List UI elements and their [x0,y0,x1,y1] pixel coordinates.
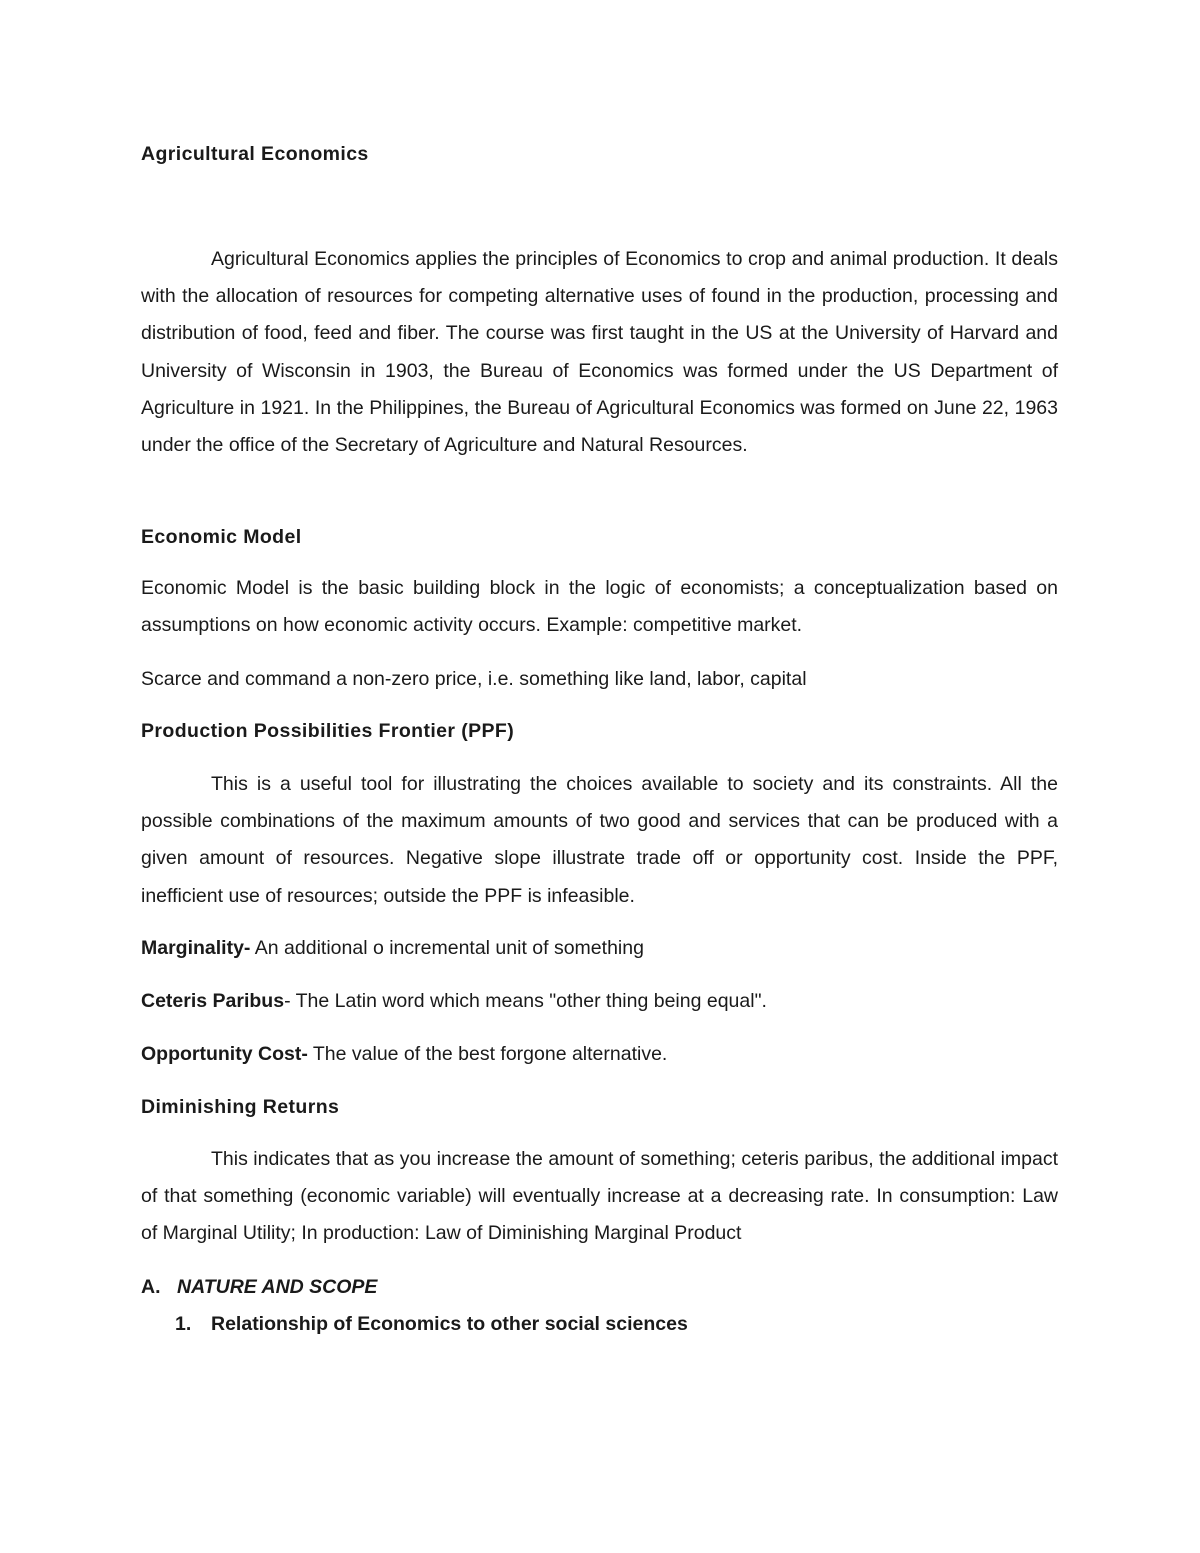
definition-term: Ceteris Paribus [141,990,285,1012]
diminishing-returns-paragraph: This indicates that as you increase the amount of something; ceteris paribus, the additional impact of that something (economic variable) will eventually increase at a decreasing rate. In consumption: Law of Marginal Utility; In production: Law of Diminishing Marginal Product [141,1148,1058,1245]
section-label: NATURE AND SCOPE [177,1276,378,1298]
definition-opportunity-cost [141,1040,1058,1068]
section-a-heading [141,1273,1058,1301]
definition-term: Marginality- [141,937,251,959]
economic-model-paragraph: Economic Model is the basic building block in the logic of economists; a conceptualization based on assumptions on how economic activity occurs. Example: competitive market. [141,577,1058,637]
definition-text: An additional o incremental unit of something [250,937,644,959]
ppf-paragraph: This is a useful tool for illustrating the choices available to society and its constraints. All the possible combinations of the maximum amounts of two good and services that can be produced with a given amount of resources. Negative slope illustrate trade off or opportunity cost. Inside the PPF, inefficient use of resources; outside the PPF is infeasible. [141,773,1058,907]
list-marker: 1. [175,1313,192,1335]
list-item-label: Relationship of Economics to other social sciences [211,1313,688,1335]
definition-term: Opportunity Cost- [141,1043,308,1065]
document-title: Agricultural Economics [141,143,369,165]
definition-marginality [141,934,1058,962]
document-page [141,0,1058,1553]
economic-model-heading: Economic Model [141,526,302,548]
list-item-1 [141,1310,1058,1338]
definition-ceteris-paribus [141,987,1058,1015]
scarce-note: Scarce and command a non-zero price, i.e. something like land, labor, capital [141,668,807,690]
ppf-heading: Production Possibilities Frontier (PPF) [141,720,515,742]
diminishing-returns-heading: Diminishing Returns [141,1096,340,1118]
definition-text: The value of the best forgone alternative. [307,1043,668,1065]
list-marker: A. [141,1276,161,1298]
definition-text: - The Latin word which means "other thing being equal". [284,990,767,1012]
intro-paragraph: Agricultural Economics applies the principles of Economics to crop and animal production. It deals with the allocation of resources for competing alternative uses of found in the production, processing and distribution of food, feed and fiber. The course was first taught in the US at the University of Harvard and University of Wisconsin in 1903, the Bureau of Economics was formed under the US Department of Agriculture in 1921. In the Philippines, the Bureau of Agricultural Economics was formed on June 22, 1963 under the office of the Secretary of Agriculture and Natural Resources. [141,248,1058,457]
